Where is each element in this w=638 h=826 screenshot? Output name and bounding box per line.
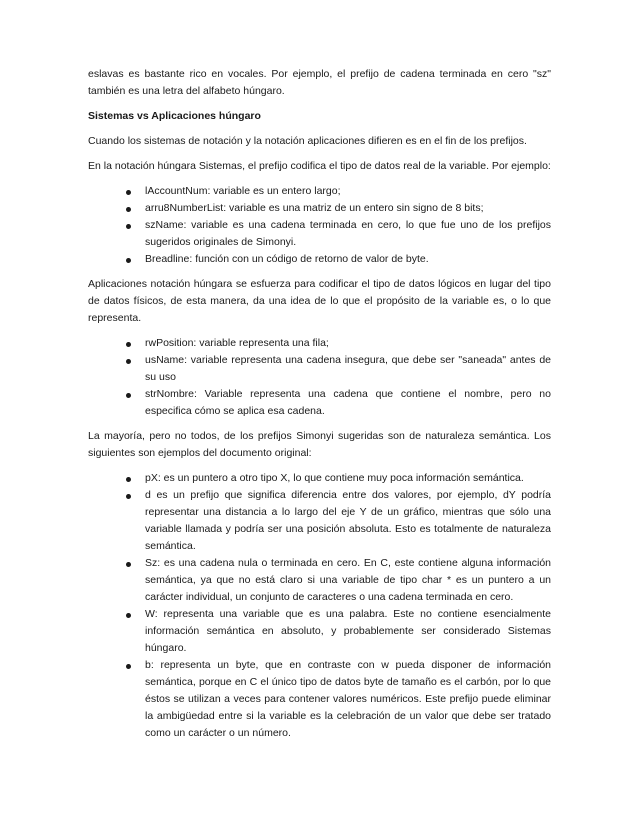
- bullet-icon: [126, 613, 131, 618]
- bullet-icon: [126, 562, 131, 567]
- list-item-text: Sz: es una cadena nula o terminada en cero. En C, este contiene alguna información semántica, ya que no está claro si una variable de tipo char * es un puntero a un carácter individual, un conjunto de caracteres o una cadena terminada en cero.: [145, 557, 551, 603]
- simonyi-examples-list: [88, 470, 551, 742]
- list-item-text: strNombre: Variable representa una cadena que contiene el nombre, pero no especifica cómo se aplica esa cadena.: [145, 388, 551, 417]
- bullet-icon: [126, 477, 131, 482]
- list-item: [88, 352, 551, 386]
- list-item: [88, 386, 551, 420]
- paragraph-intro: eslavas es bastante rico en vocales. Por ejemplo, el prefijo de cadena terminada en cero "sz" también es una letra del alfabeto húngaro.: [88, 68, 551, 97]
- list-item-text: rwPosition: variable representa una fila;: [145, 337, 329, 349]
- list-item: [88, 657, 551, 742]
- list-item: [88, 251, 551, 268]
- list-item: [88, 470, 551, 487]
- list-item-text: usName: variable representa una cadena insegura, que debe ser "saneada" antes de su uso: [145, 354, 551, 383]
- paragraph-systems: En la notación húngara Sistemas, el prefijo codifica el tipo de datos real de la variable. Por ejemplo:: [88, 160, 551, 172]
- list-item: [88, 335, 551, 352]
- paragraph-differences: Cuando los sistemas de notación y la notación aplicaciones difieren es en el fin de los prefijos.: [88, 135, 527, 147]
- bullet-icon: [126, 494, 131, 499]
- bullet-icon: [126, 393, 131, 398]
- list-item: [88, 487, 551, 555]
- list-item: [88, 200, 551, 217]
- section-heading: Sistemas vs Aplicaciones húngaro: [88, 110, 261, 122]
- bullet-icon: [126, 224, 131, 229]
- bullet-icon: [126, 342, 131, 347]
- applications-examples-list: [88, 335, 551, 420]
- list-item-text: pX: es un puntero a otro tipo X, lo que contiene muy poca información semántica.: [145, 472, 524, 484]
- list-item-text: W: representa una variable que es una palabra. Este no contiene esencialmente información semántica en absoluto, y probablemente ser considerado Sistemas húngaro.: [145, 608, 551, 654]
- list-item: [88, 217, 551, 251]
- list-item-text: Breadline: función con un código de retorno de valor de byte.: [145, 253, 429, 265]
- list-item: [88, 606, 551, 657]
- paragraph-applications: Aplicaciones notación húngara se esfuerza para codificar el tipo de datos lógicos en lugar del tipo de datos físicos, de esta manera, da una idea de lo que el propósito de la variable es, o lo que representa.: [88, 278, 551, 324]
- bullet-icon: [126, 359, 131, 364]
- bullet-icon: [126, 258, 131, 263]
- list-item: [88, 183, 551, 200]
- list-item: [88, 555, 551, 606]
- document-page: [88, 66, 551, 750]
- bullet-icon: [126, 190, 131, 195]
- paragraph-simonyi: La mayoría, pero no todos, de los prefijos Simonyi sugeridas son de naturaleza semántica. Los siguientes son ejemplos del documento original:: [88, 430, 551, 459]
- list-item-text: b: representa un byte, que en contraste con w pueda disponer de información semántica, porque en C el único tipo de datos byte de tamaño es el carbón, por lo que éstos se utilizan a veces para contener valores numéricos. Este prefijo puede eliminar la ambigüedad entre si la variable es la celebración de un valor que debe ser tratado como un carácter o un número.: [145, 659, 551, 739]
- systems-examples-list: [88, 183, 551, 268]
- bullet-icon: [126, 664, 131, 669]
- list-item-text: d es un prefijo que significa diferencia entre dos valores, por ejemplo, dY podría representar una distancia a lo largo del eje Y de un gráfico, mientras que sólo una variable llamada y podría ser una posición absoluta. Esto es totalmente de naturaleza semántica.: [145, 489, 551, 552]
- list-item-text: lAccountNum: variable es un entero largo;: [145, 185, 341, 197]
- list-item-text: szName: variable es una cadena terminada en cero, lo que fue uno de los prefijos sugeridos originales de Simonyi.: [145, 219, 551, 248]
- list-item-text: arru8NumberList: variable es una matriz de un entero sin signo de 8 bits;: [145, 202, 484, 214]
- bullet-icon: [126, 207, 131, 212]
